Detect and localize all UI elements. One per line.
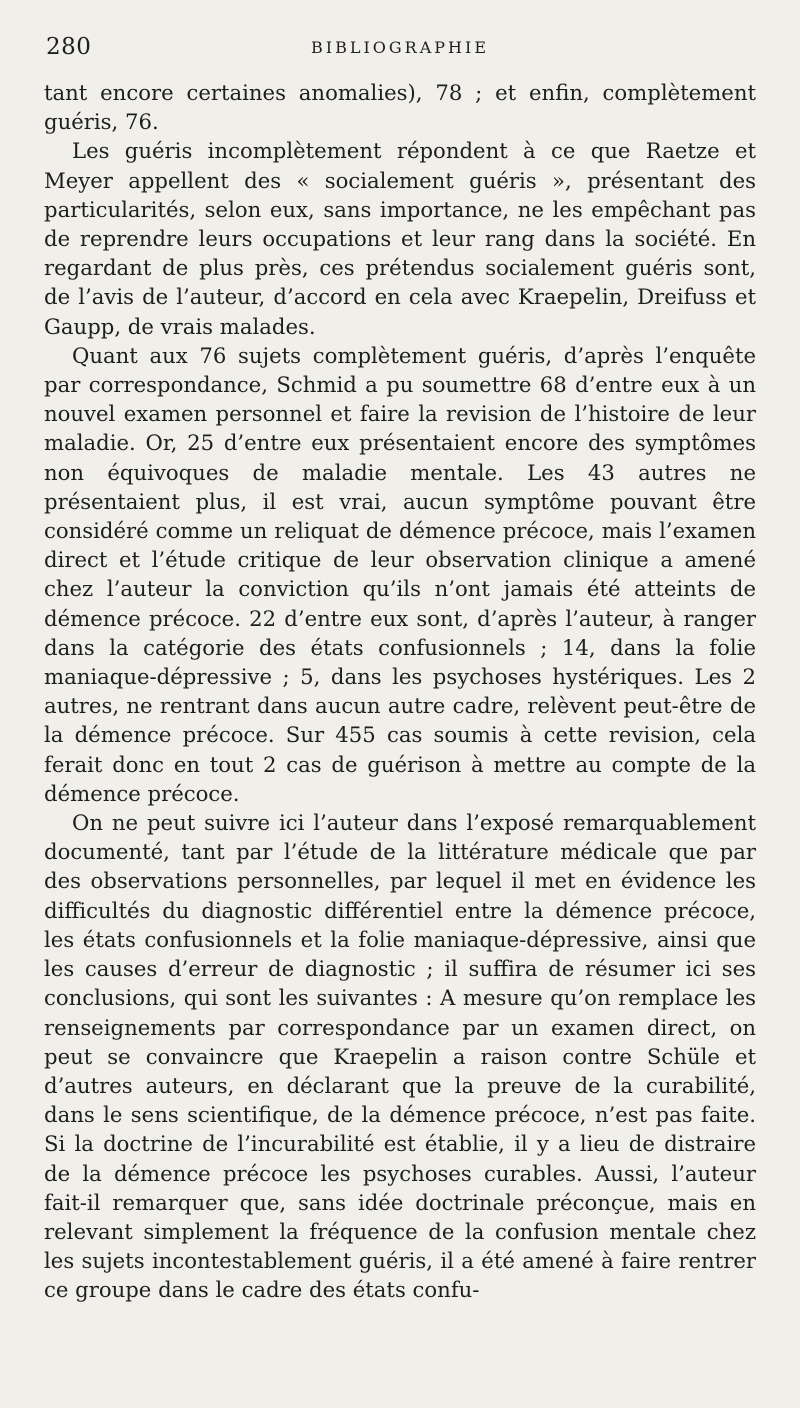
paragraph-continued: tant encore certaines anomalies), 78 ; et enfin, complètement guéris, 76. xyxy=(44,80,756,135)
running-head: BIBLIOGRAPHIE xyxy=(311,38,489,57)
body-text xyxy=(44,78,756,1305)
paragraph: Les guéris incomplètement répondent à ce que Raetze et Meyer appellent des « socialement guéris », présentant des particularités, selon eux, sans importance, ne les empêchant pas de reprendre leurs occupations et leur rang dans la société. En regardant de plus près, ces prétendus socialement guéris sont, de l’avis de l’auteur, d’accord en cela avec Kraepelin, Dreifuss et Gaupp, de vrais malades. xyxy=(44,138,756,339)
page-number: 280 xyxy=(46,34,92,60)
paragraph: On ne peut suivre ici l’auteur dans l’exposé remarquablement documenté, tant par l’étude de la littérature médicale que par des observations personnelles, par lequel il met en évidence les difficultés du diagnostic différentiel entre la démence précoce, les états confusionnels et la folie maniaque-dépressive, ainsi que les causes d’erreur de diagnostic ; il suffira de résumer ici ses conclusions, qui sont les suivantes : A mesure qu’on remplace les renseignements par correspondance par un examen direct, on peut se convaincre que Kraepelin a raison contre Schüle et d’autres auteurs, en déclarant que la preuve de la curabilité, dans le sens scientifique, de la démence précoce, n’est pas faite. Si la doctrine de l’incurabilité est établie, il y a lieu de distraire de la démence précoce les psychoses curables. Aussi, l’auteur fait-il remarquer que, sans idée doctrinale préconçue, mais en relevant simplement la fréquence de la confusion mentale chez les sujets incontestablement guéris, il a été amené à faire rentrer ce groupe dans le cadre des états confu- xyxy=(44,810,756,1303)
paragraph: Quant aux 76 sujets complètement guéris, d’après l’enquête par correspondance, Schmid a pu soumettre 68 d’entre eux à un nouvel examen personnel et faire la revision de l’histoire de leur maladie. Or, 25 d’entre eux présentaient encore des symptômes non équivoques de maladie mentale. Les 43 autres ne présentaient plus, il est vrai, aucun symptôme pouvant être considéré comme un reliquat de démence précoce, mais l’examen direct et l’étude critique de leur observation clinique a amené chez l’auteur la conviction qu’ils n’ont jamais été atteints de démence précoce. 22 d’entre eux sont, d’après l’auteur, à ranger dans la catégorie des états confusionnels ; 14, dans la folie maniaque-dépressive ; 5, dans les psychoses hystériques. Les 2 autres, ne rentrant dans aucun autre cadre, relèvent peut-être de la démence précoce. Sur 455 cas soumis à cette revision, cela ferait donc en tout 2 cas de guérison à mettre au compte de la démence précoce. xyxy=(44,342,756,806)
page-header xyxy=(44,28,756,68)
